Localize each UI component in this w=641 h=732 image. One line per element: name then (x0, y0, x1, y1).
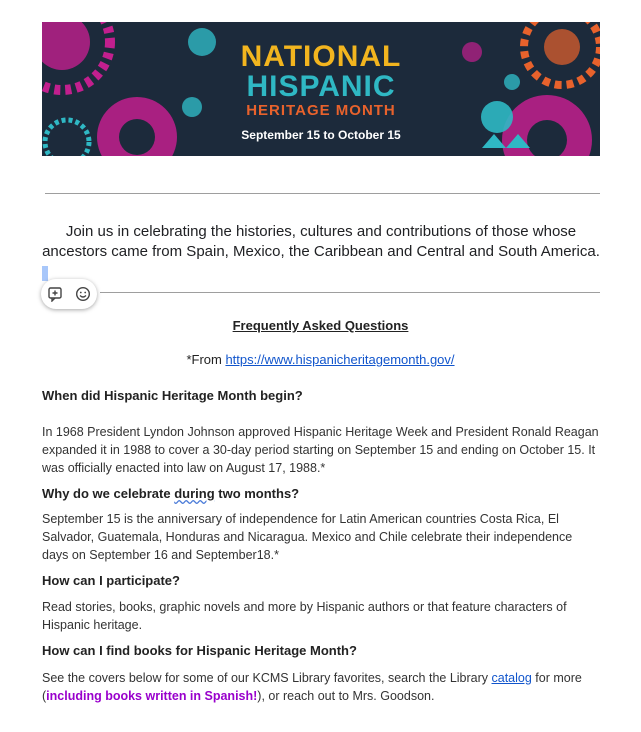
faq-answer-3: Read stories, books, graphic novels and more by Hispanic authors or that feature characters of Hispanic heritage. (42, 600, 567, 632)
question-2-text-end: two months? (214, 486, 300, 501)
faq-answer-2: September 15 is the anniversary of independence for Latin American countries Costa Rica, El Salvador, Guatemala, Honduras and Nicaragua. Mexico and Chile celebrate their independence days on September 16 and September18.* (42, 512, 573, 562)
spelling-suggestion-word[interactable]: during (174, 486, 215, 501)
banner-title-heritage-month: HERITAGE MONTH (246, 102, 396, 119)
horizontal-divider (100, 292, 600, 293)
faq-answer-4 (42, 669, 602, 705)
banner-title-hispanic: HISPANIC (246, 70, 396, 103)
source-line (0, 352, 641, 367)
add-comment-icon[interactable] (46, 285, 64, 303)
faq-question-3: How can I participate? (42, 573, 180, 588)
banner-title-national: NATIONAL (240, 40, 402, 73)
text-cursor-selection (42, 266, 48, 281)
intro-paragraph[interactable]: Join us in celebrating the histories, cultures and contributions of those whose ancestors came from Spain, Mexico, the Caribbean and Central and South America. (42, 223, 600, 260)
faq-question-4: How can I find books for Hispanic Heritage Month? (42, 643, 357, 658)
answer-4-text-1: See the covers below for some of our KCMS Library favorites, search the Library (42, 671, 492, 685)
question-2-text-start: Why do we celebrate (42, 486, 175, 501)
answer-4-text-3: ), or reach out to Mrs. Goodson. (257, 689, 435, 703)
heritage-month-banner (42, 22, 600, 156)
spanish-books-highlight: including books written in Spanish! (46, 689, 258, 703)
horizontal-divider (45, 193, 600, 194)
faq-question-1: When did Hispanic Heritage Month begin? (42, 388, 303, 403)
faq-question-2 (42, 486, 299, 501)
banner-dates: September 15 to October 15 (241, 128, 401, 142)
faq-answer-1: In 1968 President Lyndon Johnson approved Hispanic Heritage Week and President Ronald Reagan expanded it in 1988 to cover a 30-day period starting on September 15 and ending on October 15. It was officially enacted into law on August 17, 1988.* (42, 425, 599, 475)
source-link[interactable]: https://www.hispanicheritagemonth.gov/ (225, 352, 455, 367)
emoji-reaction-icon[interactable] (74, 285, 92, 303)
catalog-link[interactable]: catalog (491, 671, 532, 685)
faq-heading: Frequently Asked Questions (232, 318, 409, 333)
floating-comment-toolbar (41, 279, 97, 309)
source-prefix: *From (186, 352, 226, 367)
answer-4-text-2: for more ( (42, 671, 582, 703)
